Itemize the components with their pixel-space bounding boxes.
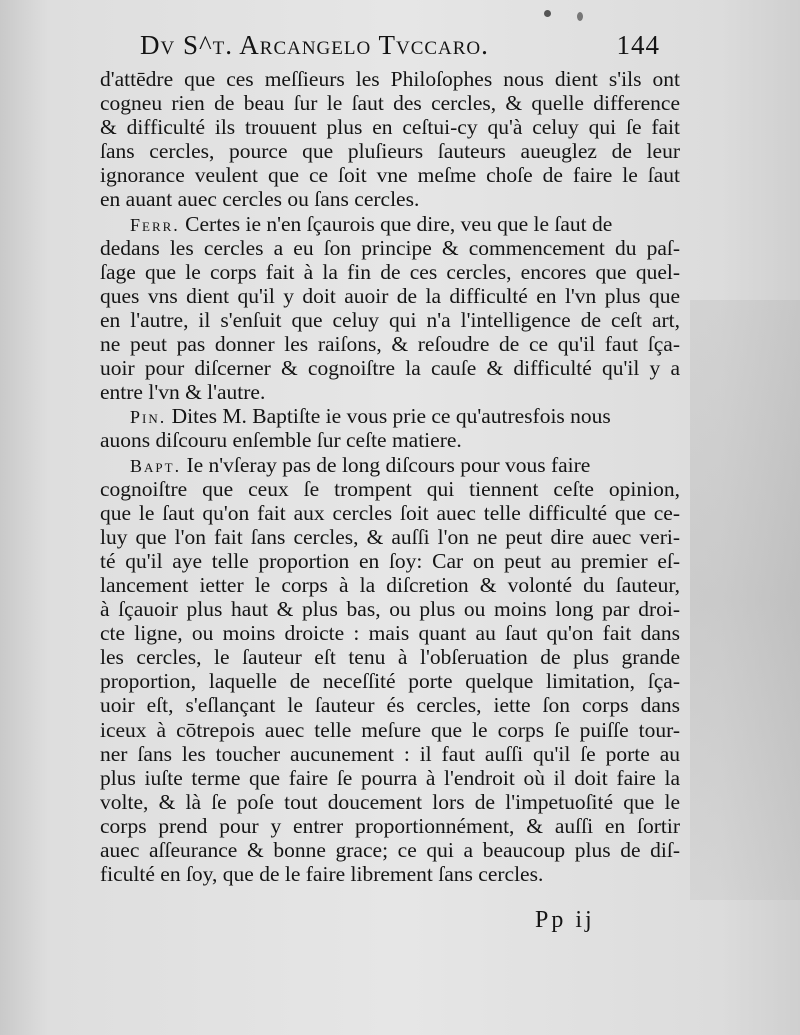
text-line: Dites M. Baptiſte ie vous prie ce qu'autresfois nous <box>171 404 611 429</box>
text-line: à ſçauoir plus haut & plus bas, ou plus ou moins long par droi- <box>100 597 680 622</box>
show-through-shadow <box>690 300 800 900</box>
body-text <box>100 67 680 886</box>
text-line: ſage que le corps fait à la fin de ces cercles, encores que quel- <box>100 259 680 284</box>
speaker-label: Ferr. <box>130 214 180 235</box>
text-line: en auant auec cercles ou ſans cercles. <box>100 187 420 212</box>
text-line: luy que l'on fait ſans cercles, & auſſi l'on ne peut dire auec veri- <box>100 524 680 549</box>
text-line: proportion, laquelle de neceſſité porte quelque limitation, ſça- <box>100 669 680 694</box>
signature-mark: Pp ij <box>535 907 595 933</box>
text-line: auec aſſeurance & bonne grace; ce qui a beaucoup plus de diſ- <box>100 838 680 862</box>
text-line: iceux à cōtrepois auec telle meſure que le corps ſe puiſſe tour- <box>100 717 680 742</box>
text-line: en l'autre, il s'enſuit que celuy qui n'a l'intelligence de ceſt art, <box>100 307 680 332</box>
running-head <box>140 30 660 70</box>
speech-pin <box>100 404 680 428</box>
text-line: ſans cercles, pource que pluſieurs ſauteurs aueuglez de leur <box>100 139 680 164</box>
text-line: Ie n'vſeray pas de long diſcours pour vous faire <box>186 452 591 477</box>
text-line: cte ligne, ou moins droicte : mais quant au ſaut qu'on fait dans <box>100 621 680 646</box>
text-line: corps prend pour y entrer proportionnément, & auſſi en ſortir <box>100 813 680 838</box>
speech-bapt <box>100 453 680 477</box>
page-number: 144 <box>616 30 660 60</box>
speech-ferr <box>100 212 680 236</box>
speaker-label: Bapt. <box>130 455 182 476</box>
text-line: ignorance veulent que ce ſoit vne meſme choſe de faire le ſaut <box>100 163 680 188</box>
text-line: ficulté en ſoy, que de le faire librement ſans cercles. <box>100 862 544 887</box>
text-line: entre l'vn & l'autre. <box>100 380 266 405</box>
text-line: cognoiſtre que ceux ſe trompent qui tiennent ceſte opinion, <box>100 476 680 501</box>
text-line: uoir eſt, s'eſlançant le ſauteur és cercles, iette ſon corps dans <box>100 693 680 718</box>
ink-speck <box>544 10 551 17</box>
text-line: Certes ie n'en ſçaurois que dire, veu que le ſaut de <box>185 211 613 236</box>
text-line: auons diſcouru enſemble ſur ceſte matiere. <box>100 428 462 453</box>
text-line: lancement ietter le corps à la diſcretion & volonté du ſauteur, <box>100 572 680 597</box>
text-line: volte, & là ſe poſe tout doucement lors de l'impetuoſité que le <box>100 789 680 814</box>
text-line: ne peut pas donner les raiſons, & reſoudre de ce qu'il faut ſça- <box>100 332 680 357</box>
text-line: ques vns dient qu'il y doit auoir de la difficulté en l'vn plus que <box>100 283 680 308</box>
text-line: té qu'il aye telle proportion en ſoy: Car on peut au premier eſ- <box>100 548 680 573</box>
text-line: les cercles, le ſauteur eſt tenu à l'obſeruation de plus grande <box>100 645 680 670</box>
speaker-label: Pin. <box>130 407 167 428</box>
text-line: que le ſaut qu'on fait aux cercles ſoit auec telle difficulté que ce- <box>100 500 680 525</box>
text-line: uoir pour diſcerner & cognoiſtre la cauſe & difficulté qu'il y a <box>100 356 680 381</box>
running-title: Dv S^t. Arcangelo Tvccaro. <box>140 30 489 60</box>
text-line: d'attēdre que ces meſſieurs les Philoſophes nous dient s'ils ont <box>100 67 680 91</box>
text-line: plus iuſte terme que faire ſe pourra à l'endroit où il doit faire la <box>100 765 680 790</box>
text-line: & difficulté ils trouuent plus en ceſtui-cy qu'à celuy qui ſe fait <box>100 115 680 140</box>
text-line: dedans les cercles a eu ſon principe & commencement du paſ- <box>100 235 680 260</box>
text-line: ner ſans les toucher aucunement : il faut auſſi qu'il ſe porte au <box>100 741 680 766</box>
ink-speck <box>577 12 583 21</box>
text-line: cogneu rien de beau ſur le ſaut des cercles, & quelle difference <box>100 91 680 116</box>
